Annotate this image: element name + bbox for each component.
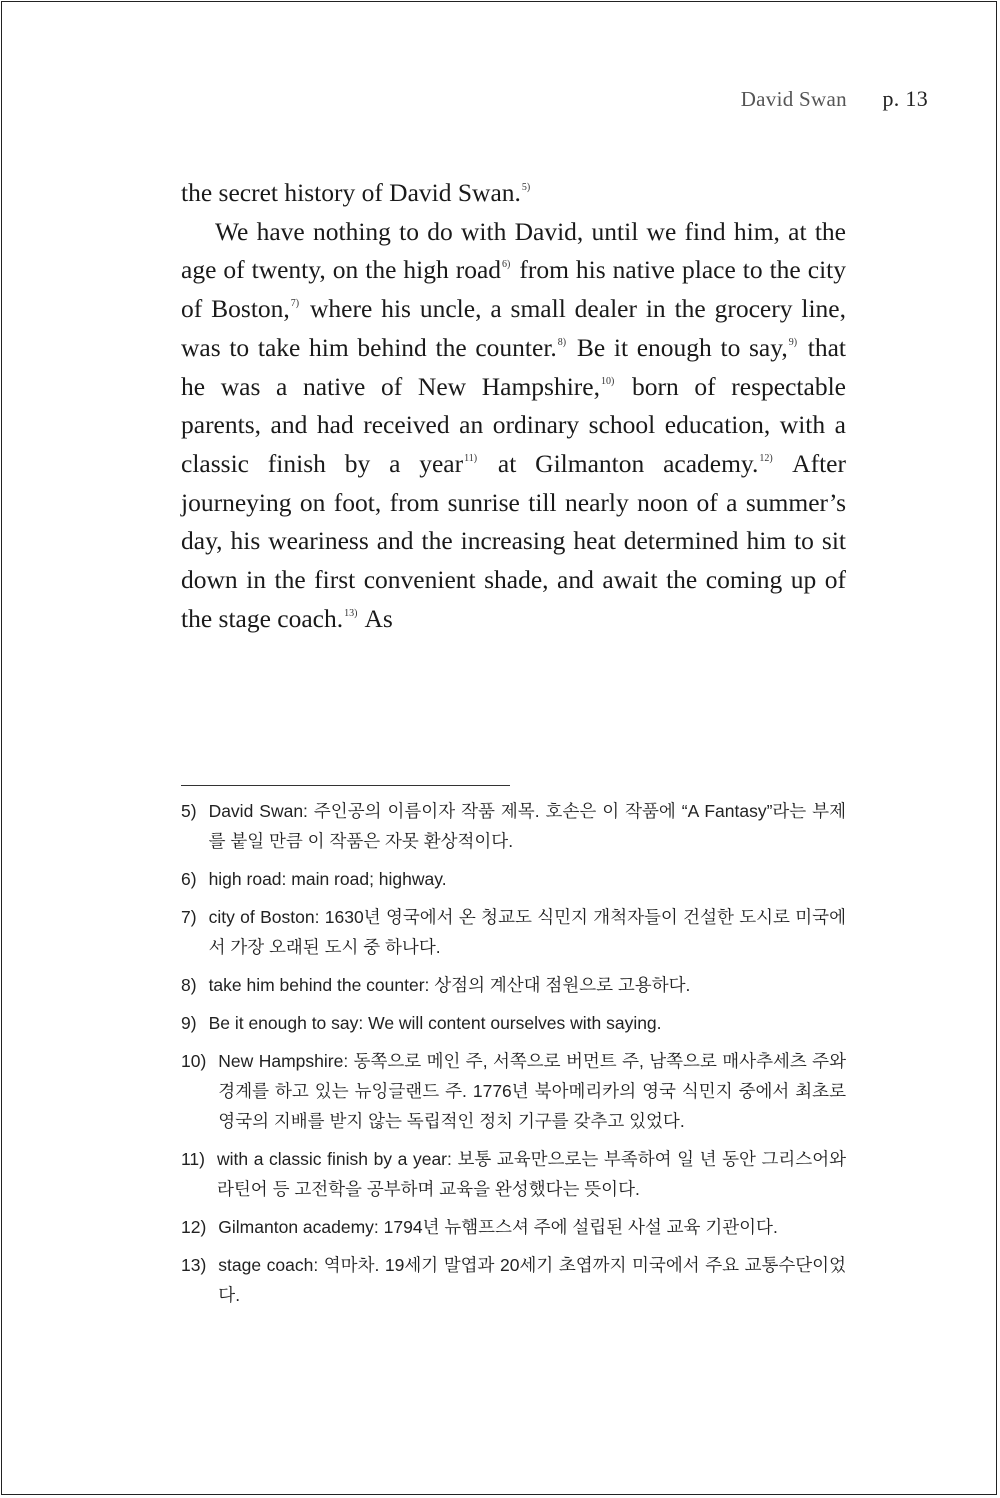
footnote-7	[181, 902, 846, 962]
footnote-divider	[181, 785, 510, 786]
footnote-text: stage coach: 역마차. 19세기 말엽과 20세기 초엽까지 미국에서 주요 교통수단이었다.	[218, 1255, 846, 1305]
footnote-13	[181, 1250, 846, 1310]
footnote-text: high road: main road; highway.	[208, 869, 447, 889]
footnote-ref-7[interactable]: 7)	[290, 298, 300, 310]
footnote-ref-6[interactable]: 6)	[502, 259, 511, 271]
paragraph-1	[181, 174, 846, 213]
footnote-number: 12)	[181, 1217, 207, 1237]
footnote-ref-12[interactable]: 12)	[759, 452, 773, 464]
footnote-text: with a classic finish by a year: 보통 교육만으로는 부족하여 일 년 동안 그리스어와 라틴어 등 고전학을 공부하며 교육을 완성했다는 뜻이다.	[217, 1149, 846, 1199]
body-segment: that he was a native of New Hampshire,	[181, 332, 847, 401]
paragraph-2	[181, 213, 846, 639]
footnote-text: take him behind the counter: 상점의 계산대 점원으로 고용하다.	[208, 975, 691, 995]
footnote-number: 6)	[181, 869, 197, 889]
body-segment: at Gilmanton academy.	[479, 448, 759, 478]
footnote-text: city of Boston: 1630년 영국에서 온 청교도 식민지 개척자들이 건설한 도시로 미국에서 가장 오래된 도시 중 하나다.	[208, 907, 846, 957]
page-number: p. 13	[882, 86, 928, 111]
footnote-ref-11[interactable]: 11)	[464, 452, 478, 464]
footnote-8	[181, 970, 846, 1000]
footnote-ref-5[interactable]: 5)	[521, 182, 531, 193]
footnote-ref-13[interactable]: 13)	[344, 607, 358, 619]
running-head	[741, 86, 928, 112]
body-segment: born of respectable parents, and had received an ordinary school education, with a classic finish by a year	[181, 371, 846, 478]
body-segment: the secret history of David Swan.	[181, 178, 521, 207]
footnote-5	[181, 796, 846, 856]
body-segment: We have nothing to do with David, until we find him, at the age of twenty, on the high road	[181, 216, 846, 285]
footnote-number: 7)	[181, 907, 197, 927]
footnote-12	[181, 1212, 846, 1242]
footnote-ref-9[interactable]: 9)	[788, 336, 798, 348]
footnote-11	[181, 1144, 846, 1204]
footnote-number: 8)	[181, 975, 197, 995]
footnote-number: 5)	[181, 801, 197, 821]
body-segment: Be it enough to say,	[568, 332, 788, 362]
footnote-text: David Swan: 주인공의 이름이자 작품 제목. 호손은 이 작품에 “A Fantasy”라는 부제를 붙일 만큼 이 작품은 자못 환상적이다.	[208, 801, 846, 851]
body-segment: After journeying on foot, from sunrise till nearly noon of a summer’s day, his weariness and the increasing heat determined him to sit down in the first convenient shade, and await the coming up of the stage coach.	[181, 448, 846, 633]
footnote-9	[181, 1008, 846, 1038]
footnote-number: 13)	[181, 1255, 207, 1275]
footnote-text: Be it enough to say: We will content ourselves with saying.	[208, 1013, 662, 1033]
body-text	[181, 174, 846, 638]
footnote-number: 9)	[181, 1013, 197, 1033]
footnotes	[181, 796, 846, 1318]
running-head-title: David Swan	[740, 87, 847, 111]
footnote-6	[181, 864, 846, 894]
body-segment: As	[359, 603, 393, 633]
footnote-text: New Hampshire: 동쪽으로 메인 주, 서쪽으로 버먼트 주, 남쪽으로 매사추세츠 주와 경계를 하고 있는 뉴잉글랜드 주. 1776년 북아메리카의 영국 식민지 중에서 최초로 영국의 지배를 받지 않는 독립적인 정치 기구를 갖추고 있었다.	[218, 1051, 846, 1131]
footnote-ref-10[interactable]: 10)	[600, 375, 615, 387]
body-segment: from his native place to the city of Boston,	[181, 255, 846, 324]
footnote-text: Gilmanton academy: 1794년 뉴햄프스셔 주에 설립된 사설 교육 기관이다.	[218, 1217, 778, 1237]
body-segment: where his uncle, a small dealer in the grocery line, was to take him behind the counter.	[181, 294, 846, 362]
footnote-10	[181, 1046, 846, 1136]
footnote-number: 11)	[181, 1149, 205, 1169]
footnote-ref-8[interactable]: 8)	[557, 336, 567, 348]
footnote-number: 10)	[181, 1051, 207, 1071]
